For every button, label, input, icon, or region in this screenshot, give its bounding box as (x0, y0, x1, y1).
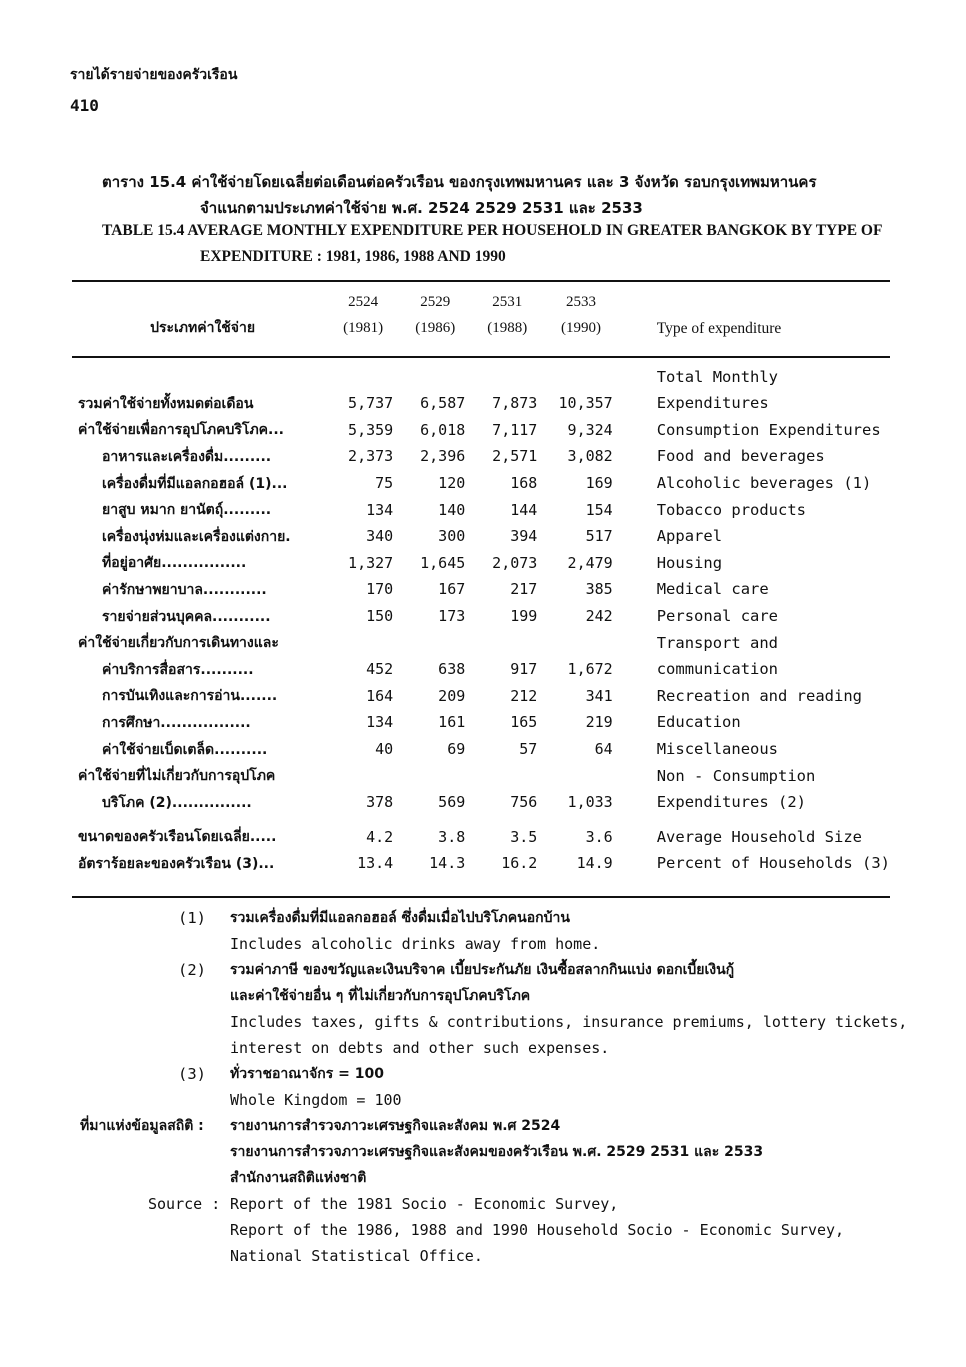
value-cell: 154 (585, 500, 613, 519)
source-english-text: Report of the 1986, 1988 and 1990 Household Socio - Economic Survey, (230, 1221, 845, 1239)
row-thai-label (72, 497, 327, 524)
footnotes (72, 905, 908, 1269)
header-row-years (72, 290, 890, 316)
value-cell (399, 630, 471, 657)
value-cell: 14.3 (429, 854, 466, 873)
value-cell (543, 816, 618, 824)
row-thai-label (72, 471, 327, 498)
row-english-label: communication (656, 660, 779, 679)
value-cell: 2,396 (420, 447, 466, 466)
footnote-marker: (3) (178, 1065, 206, 1083)
source-english-text: National Statistical Office. (230, 1247, 483, 1265)
value-cell: 6,587 (420, 394, 466, 413)
value-cell: 9,324 (567, 420, 613, 439)
value-cell: 217 (510, 580, 538, 599)
table-row (72, 550, 890, 577)
row-thai-label (72, 824, 327, 851)
footnote-text: Whole Kingdom = 100 (230, 1091, 402, 1109)
value-cell (327, 365, 399, 391)
value-cell: 3.6 (585, 827, 613, 846)
value-cell: 569 (438, 793, 466, 812)
value-cell: 219 (585, 713, 613, 732)
row-thai-text: การศึกษา................. (102, 714, 251, 731)
value-cell: 173 (438, 607, 466, 626)
table-bottom-rule (72, 896, 890, 898)
row-thai-text: รวมค่าใช้จ่ายทั้งหมดต่อเดือน (78, 395, 254, 412)
value-cell: 4.2 (366, 827, 394, 846)
value-cell: 168 (510, 474, 538, 493)
value-cell: 5,737 (348, 394, 394, 413)
footnote-text: รวมเครื่องดื่มที่มีแอลกอฮอล์ ซึ่งดื่มเมื่อไปบริโภคนอกบ้าน (230, 910, 570, 926)
table-row (72, 737, 890, 764)
value-cell: 120 (438, 474, 466, 493)
row-thai-label (72, 417, 327, 444)
row-thai-text: เครื่องดื่มที่มีแอลกอฮอล์ (1)... (102, 475, 288, 492)
header-year-en: (1988) (487, 319, 528, 336)
header-year-en: (1990) (561, 319, 602, 336)
source-thai-line (72, 1113, 902, 1139)
value-cell: 40 (375, 740, 394, 758)
header-english-label: Type of expenditure (656, 319, 782, 337)
value-cell: 2,373 (348, 447, 394, 466)
table-row (72, 417, 890, 444)
value-cell: 169 (585, 474, 613, 493)
row-english-label: Percent of Households (3) (656, 854, 890, 873)
header-cell-empty (619, 290, 890, 316)
value-cell: 212 (510, 686, 538, 705)
value-cell: 144 (510, 500, 538, 519)
footnote-marker: (1) (178, 909, 206, 927)
footnote-text: รวมค่าภาษี ของขวัญและเงินบริจาค เบี้ยประกันภัย เงินซื้อสลากกินแบ่ง ดอกเบี้ยเงินกู้ (230, 962, 735, 978)
value-cell: 300 (438, 527, 466, 546)
value-cell (399, 816, 471, 824)
table-row (72, 851, 890, 878)
row-thai-label (72, 577, 327, 604)
table-row (72, 763, 890, 790)
row-english-label: Medical care (656, 580, 769, 599)
row-english-label: Average Household Size (656, 827, 863, 846)
value-cell: 64 (594, 740, 613, 758)
value-cell: 69 (447, 740, 466, 758)
row-english-label: Education (656, 713, 741, 732)
value-cell (543, 365, 618, 391)
footnote-text: interest on debts and other such expenses. (230, 1039, 610, 1057)
header-cell-empty (72, 290, 327, 316)
value-cell: 199 (510, 607, 538, 626)
row-english-label: Personal care (656, 607, 779, 626)
value-cell (399, 763, 471, 790)
row-thai-text: ค่ารักษาพยาบาล............ (102, 581, 267, 598)
row-thai-label (72, 524, 327, 551)
caption-english-line1: TABLE 15.4 AVERAGE MONTHLY EXPENDITURE PER HOUSEHOLD IN GREATER BANGKOK BY TYPE OF (102, 222, 883, 239)
value-cell: 2,571 (492, 447, 538, 466)
source-english-line (72, 1191, 902, 1217)
value-cell: 1,672 (567, 660, 613, 679)
footnote-text: Includes alcoholic drinks away from home. (230, 935, 601, 953)
footnote-marker: (2) (178, 961, 206, 979)
value-cell: 75 (375, 474, 394, 493)
table-row (72, 710, 890, 737)
value-cell: 756 (510, 793, 538, 812)
row-thai-text: ขนาดของครัวเรือนโดยเฉลี่ย..... (78, 829, 277, 846)
caption-thai-line1: ตาราง 15.4 ค่าใช้จ่ายโดยเฉลี่ยต่อเดือนต่อครัวเรือน ของกรุงเทพมหานคร และ 3 จังหวัด รอบกรุงเทพมหานคร (102, 173, 817, 191)
value-cell: 340 (366, 527, 394, 546)
row-thai-text: การบันเทิงและการอ่าน....... (102, 688, 278, 705)
row-thai-label (72, 763, 327, 790)
table-row (72, 657, 890, 684)
value-cell (327, 763, 399, 790)
value-cell: 10,357 (558, 394, 613, 413)
header-year-th: 2524 (348, 294, 379, 310)
value-cell: 6,018 (420, 420, 466, 439)
row-thai-label (72, 851, 327, 878)
expenditure-table (72, 290, 890, 877)
table-row (72, 604, 890, 631)
header-spacer (72, 341, 890, 365)
value-cell: 638 (438, 660, 466, 679)
value-cell: 452 (366, 660, 394, 679)
value-cell: 13.4 (357, 854, 394, 873)
footnote-line (72, 957, 902, 983)
row-english-label: Non - Consumption (656, 766, 816, 785)
value-cell: 150 (366, 607, 394, 626)
value-cell: 7,117 (492, 420, 538, 439)
value-cell: 1,033 (567, 793, 613, 812)
source-thai-line (72, 1139, 902, 1165)
value-cell: 134 (366, 500, 394, 519)
source-english-label: Source : (148, 1195, 221, 1213)
row-thai-text: รายจ่ายส่วนบุคคล........... (102, 608, 271, 625)
table-row (72, 790, 890, 817)
table-row (72, 683, 890, 710)
page-number: 410 (70, 96, 99, 115)
footnote-text: Includes taxes, gifts & contributions, insurance premiums, lottery tickets, (230, 1013, 908, 1031)
table-row (72, 824, 890, 851)
row-thai-text: ค่าใช้จ่ายเบ็ดเตล็ด.......... (102, 741, 268, 758)
row-english-label: Expenditures (2) (656, 793, 807, 812)
value-cell: 517 (585, 527, 613, 546)
value-cell (471, 630, 543, 657)
row-thai-text: ค่าใช้จ่ายเกี่ยวกับการเดินทางและ (78, 635, 279, 652)
row-thai-text: ค่าบริการสื่อสาร.......... (102, 661, 254, 678)
value-cell: 3,082 (567, 447, 613, 466)
header-thai-label: ประเภทค่าใช้จ่าย (150, 320, 256, 336)
caption-english-line2: EXPENDITURE : 1981, 1986, 1988 AND 1990 (200, 248, 506, 265)
row-thai-label (72, 683, 327, 710)
footnote-line (72, 1087, 902, 1113)
source-english-line (72, 1243, 902, 1269)
value-cell: 165 (510, 713, 538, 732)
value-cell (327, 816, 399, 824)
row-thai-text: อาหารและเครื่องดื่ม......... (102, 448, 272, 465)
value-cell: 3.5 (510, 827, 538, 846)
source-thai-text: สำนักงานสถิติแห่งชาติ (230, 1170, 367, 1186)
caption-thai-line2: จำแนกตามประเภทค่าใช้จ่าย พ.ศ. 2524 2529 2531 และ 2533 (200, 199, 643, 217)
row-thai-label (72, 657, 327, 684)
row-thai-text: ที่อยู่อาศัย................ (102, 555, 247, 572)
value-cell: 170 (366, 580, 394, 599)
footnote-line (72, 905, 902, 931)
table-row (72, 577, 890, 604)
row-english-label: Miscellaneous (656, 740, 779, 758)
table-body (72, 290, 890, 877)
row-thai-label (72, 444, 327, 471)
header-year-th: 2533 (566, 294, 597, 310)
source-thai-line (72, 1165, 902, 1191)
table-top-rule (72, 280, 890, 282)
table-row (72, 471, 890, 498)
table-row (72, 497, 890, 524)
row-thai-text: ค่าใช้จ่ายเพื่อการอุปโภคบริโภค... (78, 422, 284, 439)
value-cell: 3.8 (438, 827, 466, 846)
value-cell: 1,645 (420, 553, 466, 572)
value-cell (543, 763, 618, 790)
value-cell: 1,327 (348, 553, 394, 572)
table-row (72, 391, 890, 418)
row-english-label: Consumption Expenditures (656, 420, 881, 439)
value-cell: 2,479 (567, 553, 613, 572)
row-english-label: Apparel (656, 527, 723, 546)
value-cell: 917 (510, 660, 538, 679)
header-year-en: (1981) (343, 319, 384, 336)
row-english-label: Transport and (656, 633, 779, 652)
row-english-label: Housing (656, 553, 723, 572)
source-english-text: Report of the 1981 Socio - Economic Survey, (230, 1195, 619, 1213)
row-thai-label (72, 391, 327, 418)
row-thai-label (72, 365, 327, 391)
source-english-line (72, 1217, 902, 1243)
footnote-line (72, 931, 902, 957)
row-english-label: Expenditures (656, 394, 769, 413)
row-thai-text: เครื่องนุ่งห่มและเครื่องแต่งกาย. (102, 528, 291, 545)
source-thai-label: ที่มาแห่งข้อมูลสถิติ : (80, 1118, 204, 1134)
value-cell: 167 (438, 580, 466, 599)
value-cell (543, 630, 618, 657)
row-thai-text: บริโภค (2)............... (102, 794, 252, 811)
row-thai-label (72, 630, 327, 657)
header-year-en: (1986) (415, 319, 456, 336)
value-cell: 140 (438, 500, 466, 519)
value-cell (471, 763, 543, 790)
table-row (72, 630, 890, 657)
value-cell (399, 365, 471, 391)
row-english-label: Total Monthly (656, 368, 779, 387)
footnote-text: และค่าใช้จ่ายอื่น ๆ ที่ไม่เกี่ยวกับการอุปโภคบริโภค (230, 988, 531, 1004)
table-row (72, 444, 890, 471)
value-cell: 242 (585, 607, 613, 626)
value-cell: 341 (585, 686, 613, 705)
footnote-text: ทั่วราชอาณาจักร = 100 (230, 1066, 384, 1082)
value-cell: 7,873 (492, 394, 538, 413)
footnote-line (72, 983, 902, 1009)
row-english-label: Tobacco products (656, 500, 807, 519)
value-cell: 16.2 (501, 854, 538, 873)
value-cell: 2,073 (492, 553, 538, 572)
value-cell: 134 (366, 713, 394, 732)
footnote-line (72, 1061, 902, 1087)
row-thai-label (72, 816, 327, 824)
table-row (72, 365, 890, 391)
value-cell: 209 (438, 686, 466, 705)
table-row (72, 524, 890, 551)
footnote-line (72, 1035, 902, 1061)
value-cell: 57 (519, 740, 538, 758)
header-row-labels (72, 316, 890, 342)
row-thai-label (72, 737, 327, 764)
row-thai-label (72, 604, 327, 631)
row-english-label: Alcoholic beverages (1) (656, 474, 872, 493)
row-thai-text: ยาสูบ หมาก ยานัตถุ์......... (102, 502, 272, 519)
row-english-label: Recreation and reading (656, 686, 863, 705)
source-thai-text: รายงานการสำรวจภาวะเศรษฐกิจและสังคมของครัวเรือน พ.ศ. 2529 2531 และ 2533 (230, 1144, 764, 1160)
row-thai-text: อัตราร้อยละของครัวเรือน (3)... (78, 855, 275, 872)
row-english-label: Food and beverages (656, 447, 825, 466)
header-year-th: 2529 (420, 294, 451, 310)
header-year-th: 2531 (492, 294, 523, 310)
row-thai-label (72, 550, 327, 577)
source-thai-text: รายงานการสำรวจภาวะเศรษฐกิจและสังคม พ.ศ 2524 (230, 1118, 561, 1134)
value-cell (327, 630, 399, 657)
value-cell (471, 816, 543, 824)
value-cell: 5,359 (348, 420, 394, 439)
row-thai-text: ค่าใช้จ่ายที่ไม่เกี่ยวกับการอุปโภค (78, 768, 276, 785)
value-cell: 394 (510, 527, 538, 546)
table-row (72, 816, 890, 824)
value-cell: 164 (366, 686, 394, 705)
running-head: รายได้รายจ่ายของครัวเรือน (70, 67, 238, 83)
value-cell: 161 (438, 713, 466, 732)
value-cell (471, 365, 543, 391)
row-thai-label (72, 790, 327, 817)
row-thai-label (72, 710, 327, 737)
value-cell: 14.9 (576, 854, 613, 873)
row-english-label (619, 816, 890, 824)
value-cell: 385 (585, 580, 613, 599)
footnote-line (72, 1009, 908, 1035)
value-cell: 378 (366, 793, 394, 812)
